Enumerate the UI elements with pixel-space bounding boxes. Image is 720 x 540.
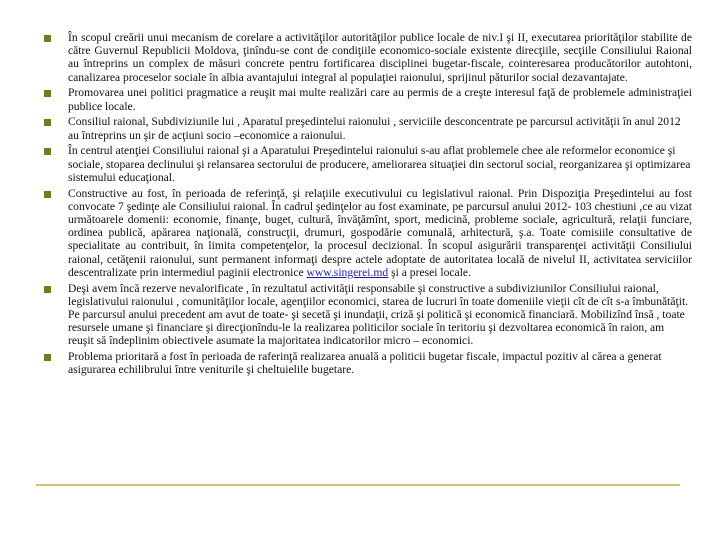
paragraph-text-tail: şi a presei locale. — [388, 265, 471, 279]
list-item — [40, 115, 692, 141]
square-bullet-icon — [44, 35, 51, 42]
bullet-list — [40, 31, 692, 379]
list-item — [40, 350, 692, 376]
list-item — [40, 187, 692, 279]
list-item — [40, 31, 692, 84]
paragraph-text: Consiliul raional, Subdiviziunile lui , Aparatul preşedintelui raionului , serviciile desconcentrate pe parcursul activităţii în anul 2012 au întreprins un şir de acţiuni socio –economice a raionului. — [68, 115, 681, 142]
list-item — [40, 86, 692, 112]
paragraph-text: Deşi avem încă rezerve nevalorificate , în rezultatul activităţii responsabile şi constructive a subdiviziunilor Consiliului raional, legislativului raionului , comunităţilor locale, agenţiilor economici, starea de lucruri în toate domeniile vieţii cît de cît s-a îmbunătăţit. Pe parcursul anului precedent am avut de toate- şi secetă şi inundaţii, criză şi politică şi economică financiară. Mobilizînd însă , toate resursele umane şi financiare şi direcţionîndu-le la realizarea politicilor sociale în teritoriu şi dezvoltarea economică în raion, am reuşit să îndeplinim obiectivele asumate la majoritatea indicatorilor micro – economici. — [68, 281, 689, 348]
square-bullet-icon — [44, 354, 51, 361]
paragraph-text: Promovarea unei politici pragmatice a reuşit mai multe realizări care au permis de a creşte interesul faţă de problemele administraţiei publice locale. — [68, 86, 692, 113]
square-bullet-icon — [44, 148, 51, 155]
paragraph-text: În centrul atenţiei Consiliului raional şi a Aparatului Preşedintelui raionului s-au aflat problemele chee ale reformelor economice şi sociale, stoparea declinului şi relansarea sectorului de producere, ameliorarea situaţiei din sectorul social, reorganizarea şi optimizarea sistemului educaţional. — [68, 144, 691, 184]
list-item — [40, 282, 692, 348]
website-link[interactable]: www.singerei.md — [306, 265, 389, 279]
footer-divider — [36, 484, 680, 486]
square-bullet-icon — [44, 90, 51, 97]
paragraph-text: În scopul creării unui mecanism de corelare a activităţilor autorităţilor publice locale de niv.I şi II, executarea priorităţilor stabilite de către Guvernul Republicii Moldova, ţinîndu-se cont de condiţiile economico-sociale existente direcţiile, secţiile Consiliului Raional au întreprins un complex de măsuri concrete pentru fortificarea disciplinei bugetar-fiscale, cointeresarea producătorilor autohtoni, canalizarea proceselor sociale în albia avantajului integral al populaţiei raionului, sprijinul păturilor social dezavantajate. — [68, 31, 692, 84]
list-item — [40, 144, 692, 184]
square-bullet-icon — [44, 191, 51, 198]
square-bullet-icon — [44, 286, 51, 293]
paragraph-text-main: Constructive au fost, în perioada de referinţă, şi relaţiile executivului cu legislativul raional. Prin Dispoziţia Preşedintelui au fost convocate 7 şedinţe ale Consiliului raional. În cadrul şedinţelor au fost examinate, pe parcursul anului 2012- 103 chestiuni ,ce au vizat următoarele domenii: economie, finanţe, buget, cultură, învăţămînt, sport, medicină, probleme sociale, agricultură, relaţii funciare, ordinea publică, apărarea naţională, construcţii, drumuri, gospodărie comunală, arhitectură, ş.a. Toate comisiile consultative de specialitate au contribuit, în limita competenţelor, la procesul decizional. În scopul asigurării transparenţei activităţii Consiliului raional, cetăţenii raionului, sunt permanent informaţi despre actele adoptate de autoritatea locală de nivelul II, activitatea serviciilor descentralizate prin intermediul paginii electronice — [68, 186, 692, 279]
square-bullet-icon — [44, 119, 51, 126]
paragraph-text: Problema prioritară a fost în perioada de raferinţă realizarea anuală a politicii bugetar fiscale, impactul pozitiv al cărea a generat asigurarea echilibrului între veniturile şi cheltuielile bugetare. — [68, 350, 662, 377]
paragraph-text — [68, 187, 692, 279]
